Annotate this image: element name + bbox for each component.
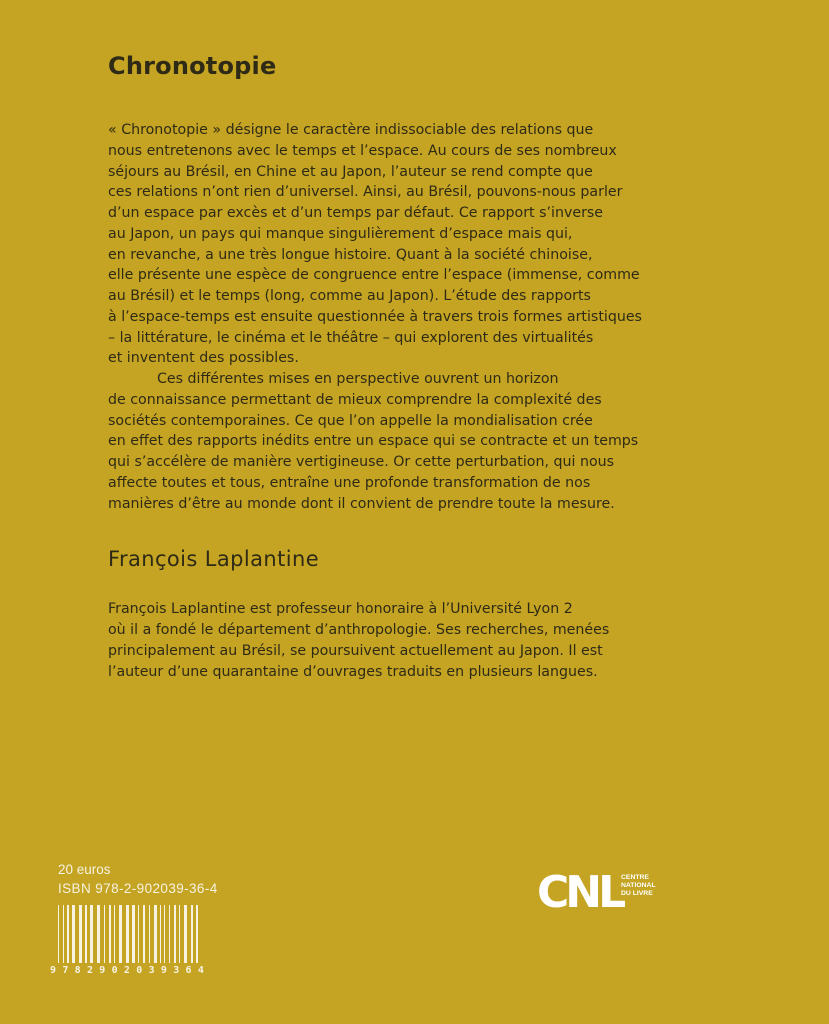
barcode-bar: [143, 905, 145, 963]
barcode-bar: [184, 905, 187, 963]
barcode-bar: [119, 905, 122, 963]
price-label: 20 euros: [58, 862, 111, 877]
description-paragraph-2: [108, 369, 639, 514]
barcode-bar: [90, 905, 93, 963]
barcode-bar: [164, 905, 165, 963]
cnl-logo: [537, 862, 662, 924]
text-line: en effet des rapports inédits entre un espace qui se contracte et un temps: [108, 433, 639, 450]
barcode-bar: [63, 905, 64, 963]
barcode-bar: [67, 905, 69, 963]
text-line: au Japon, un pays qui manque singulièrement d’espace mais qui,: [108, 225, 573, 242]
barcode-bar: [85, 905, 87, 963]
author-name: François Laplantine: [108, 547, 320, 571]
barcode-bar: [109, 905, 111, 963]
barcode-bar: [126, 905, 129, 963]
text-line: nous entretenons avec le temps et l’espace. Au cours de ses nombreux: [108, 142, 617, 159]
barcode-bar: [149, 905, 150, 963]
bio-line: François Laplantine est professeur honoraire à l’Université Lyon 2: [108, 601, 573, 617]
text-line: séjours au Brésil, en Chine et au Japon, l’auteur se rend compte que: [108, 163, 593, 180]
bio-line: où il a fondé le département d’anthropologie. Ses recherches, menées: [108, 622, 610, 638]
text-line: ces relations n’ont rien d’universel. Ainsi, au Brésil, pouvons-nous parler: [108, 184, 623, 201]
cnl-logo-line: DU LIVRE: [621, 890, 653, 897]
barcode-bar: [179, 905, 180, 963]
text-line: de connaissance permettant de mieux comprendre la complexité des: [108, 391, 602, 408]
text-line: affecte toutes et tous, entraîne une profonde transformation de nos: [108, 474, 591, 491]
description-text: [108, 120, 642, 514]
barcode-bar: [114, 905, 115, 963]
barcode-digits: 9782902039364: [50, 965, 211, 976]
barcode-bar: [58, 905, 59, 963]
barcode-bar: [191, 905, 193, 963]
bio-line: principalement au Brésil, se poursuivent actuellement au Japon. Il est: [108, 643, 603, 659]
text-line: Ces différentes mises en perspective ouvrent un horizon: [157, 371, 559, 387]
barcode-bar: [138, 905, 139, 963]
barcode-bar: [79, 905, 82, 963]
text-line: manières d’être au monde dont il convient de prendre toute la mesure.: [108, 495, 615, 512]
text-line: sociétés contemporaines. Ce que l’on appelle la mondialisation crée: [108, 412, 593, 429]
cnl-logo-subtitle: [621, 874, 656, 898]
section-title: Chronotopie: [108, 52, 277, 80]
text-line: – la littérature, le cinéma et le théâtre – qui explorent des virtualités: [108, 329, 594, 346]
bio-line: l’auteur d’une quarantaine d’ouvrages traduits en plusieurs langues.: [108, 664, 598, 680]
text-line: et inventent des possibles.: [108, 350, 299, 367]
text-line: « Chronotopie » désigne le caractère indissociable des relations que: [108, 122, 594, 138]
barcode-bar: [160, 905, 161, 963]
cnl-logo-line: NATIONAL: [621, 882, 656, 889]
barcode: [58, 905, 224, 963]
barcode-bar: [97, 905, 100, 963]
barcode-bar: [196, 905, 198, 963]
barcode-bar: [174, 905, 176, 963]
barcode-bar: [154, 905, 157, 963]
author-bio: [108, 599, 628, 683]
text-line: d’un espace par excès et d’un temps par défaut. Ce rapport s’inverse: [108, 205, 604, 221]
text-line: elle présente une espèce de congruence entre l’espace (immense, comme: [108, 267, 640, 284]
cnl-logo-letters: CNL: [537, 867, 623, 918]
barcode-bar: [72, 905, 75, 963]
barcode-bar: [169, 905, 170, 963]
barcode-bar: [104, 905, 105, 963]
description-paragraph-1: [108, 120, 642, 369]
text-line: en revanche, a une très longue histoire. Quant à la société chinoise,: [108, 246, 593, 263]
text-line: au Brésil) et le temps (long, comme au Japon). L’étude des rapports: [108, 288, 591, 304]
cnl-logo-line: CENTRE: [621, 874, 649, 881]
text-line: qui s’accélère de manière vertigineuse. Or cette perturbation, qui nous: [108, 454, 615, 470]
text-line: à l’espace-temps est ensuite questionnée à travers trois formes artistiques: [108, 308, 642, 325]
isbn-label: ISBN 978-2-902039-36-4: [58, 881, 218, 896]
barcode-bar: [132, 905, 135, 963]
